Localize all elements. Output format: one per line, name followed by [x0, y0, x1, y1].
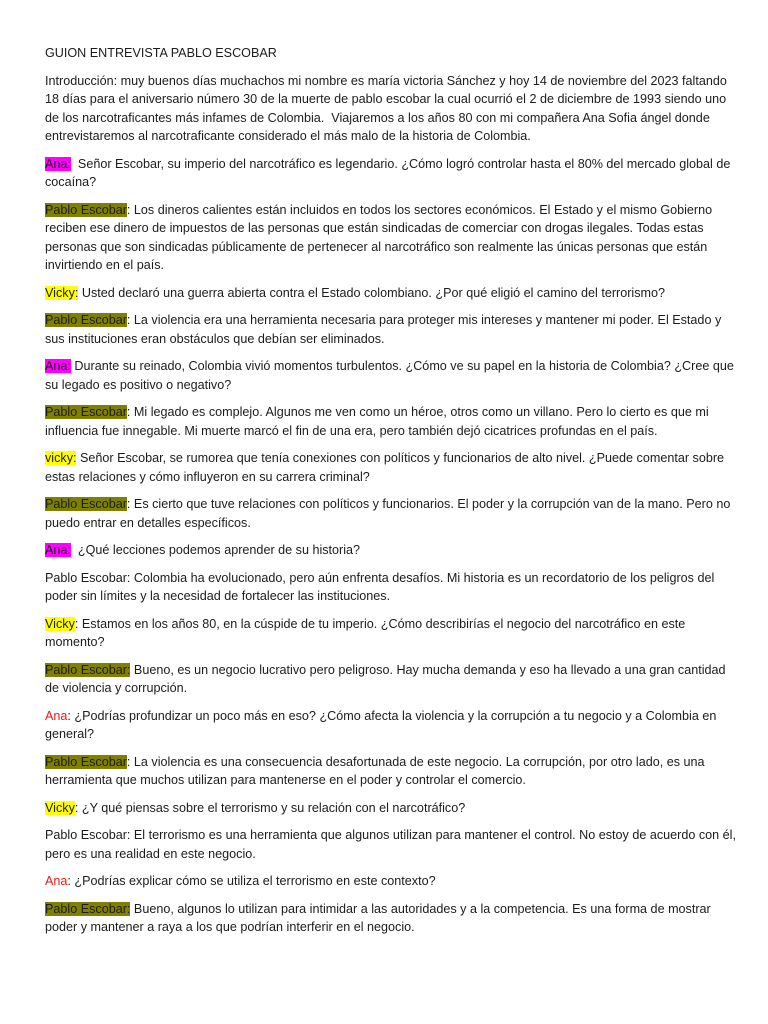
- interview-paragraph: [45, 799, 738, 818]
- speaker-label: Ana: [45, 708, 68, 723]
- speaker-label: Pablo Escobar:: [45, 901, 131, 916]
- interview-paragraph: [45, 155, 738, 192]
- speaker-label: Pablo Escobar: [45, 405, 127, 419]
- paragraph-text: Introducción: muy buenos días muchachos mi nombre es maría victoria Sánchez y hoy 14 de noviembre del 2023 faltando 18 días para el aniversario número 30 de la muerte de pablo escobar la cual ocurrió el 2 de diciembre de 1993 siendo uno de los narcotraficantes más infames de Colombia. Viajaremos a los años 80 con mi compañera Ana Sofia ángel donde entrevistaremos al narcotraficante considerado el más malo de la historia de Colombia.: [45, 73, 731, 143]
- interview-paragraph: [45, 707, 738, 744]
- speaker-label: Pablo Escobar: [45, 313, 127, 327]
- paragraph-text: : La violencia era una herramienta necesaria para proteger mis intereses y mantener mi poder. El Estado y sus instituciones eran obstáculos que debían ser eliminados.: [45, 313, 725, 346]
- speaker-label: Pablo Escobar: [45, 202, 127, 217]
- interview-body: [45, 72, 738, 937]
- interview-paragraph: [45, 284, 738, 303]
- interview-paragraph: [45, 569, 738, 606]
- interview-paragraph: [45, 357, 738, 394]
- interview-paragraph: [45, 826, 738, 863]
- interview-paragraph: [45, 311, 738, 348]
- speaker-label: Ana:: [45, 359, 71, 373]
- speaker-label: Pablo Escobar: [45, 754, 127, 769]
- interview-paragraph: [45, 541, 738, 560]
- paragraph-text: Pablo Escobar: Colombia ha evolucionado, pero aún enfrenta desafíos. Mi historia es un recordatorio de los peligros del poder sin límites y la necesidad de fortalecer las instituciones.: [45, 570, 718, 603]
- paragraph-text: : ¿Y qué piensas sobre el terrorismo y su relación con el narcotráfico?: [74, 800, 466, 815]
- paragraph-text: : ¿Podrías profundizar un poco más en eso? ¿Cómo afecta la violencia y la corrupción a tu negocio y a Colombia en general?: [45, 708, 720, 741]
- speaker-label: Vicky: [45, 800, 75, 815]
- document-title: GUION ENTREVISTA PABLO ESCOBAR: [45, 46, 277, 60]
- paragraph-text: : Mi legado es complejo. Algunos me ven como un héroe, otros como un villano. Pero lo cierto es que mi influencia fue innegable. Mi muerte marcó el fin de una era, pero también dejó cicatrices profundas en el país.: [45, 405, 713, 438]
- interview-paragraph: [45, 201, 738, 275]
- paragraph-text: : Es cierto que tuve relaciones con políticos y funcionarios. El poder y la corrupción van de la mano. Pero no puedo entrar en detalles específicos.: [45, 497, 734, 530]
- interview-paragraph: [45, 900, 738, 937]
- speaker-label: Ana: [45, 874, 68, 888]
- speaker-label: Pablo Escobar: [45, 497, 127, 511]
- interview-paragraph: [45, 449, 738, 486]
- speaker-label: Vicky:: [45, 285, 79, 300]
- interview-paragraph: [45, 403, 738, 440]
- paragraph-text: : ¿Podrías explicar cómo se utiliza el terrorismo en este contexto?: [67, 874, 436, 888]
- interview-paragraph: [45, 495, 738, 532]
- speaker-label: vicky:: [45, 451, 77, 465]
- paragraph-text: : La violencia es una consecuencia desafortunada de este negocio. La corrupción, por otro lado, es una herramienta que muchos utilizan para mantenerse en el poder y controlar el comercio.: [45, 754, 709, 787]
- paragraph-text: Bueno, es un negocio lucrativo pero peligroso. Hay mucha demanda y eso ha llevado a una gran cantidad de violencia y corrupción.: [45, 662, 730, 695]
- speaker-label: Ana:: [45, 156, 71, 171]
- paragraph-text: Bueno, algunos lo utilizan para intimidar a las autoridades y a la competencia. Es una forma de mostrar poder y mantener a raya a los que podrían interferir en el negocio.: [45, 901, 715, 934]
- interview-paragraph: [45, 753, 738, 790]
- interview-paragraph: [45, 661, 738, 698]
- paragraph-text: : Estamos en los años 80, en la cúspide de tu imperio. ¿Cómo describirías el negocio del narcotráfico en este momento?: [45, 616, 689, 649]
- paragraph-text: Señor Escobar, su imperio del narcotráfico es legendario. ¿Cómo logró controlar hasta el 80% del mercado global de cocaína?: [45, 156, 734, 189]
- speaker-label: Pablo Escobar:: [45, 662, 131, 677]
- paragraph-text: Pablo Escobar: El terrorismo es una herramienta que algunos utilizan para mantener el control. No estoy de acuerdo con él, pero es una realidad en este negocio.: [45, 828, 740, 861]
- interview-paragraph: [45, 872, 738, 891]
- speaker-label: Vicky: [45, 616, 75, 631]
- paragraph-text: : Los dineros calientes están incluidos en todos los sectores económicos. El Estado y el mismo Gobierno reciben ese dinero de impuestos de las personas que están sindicadas de comerciar con drogas ilegales. Todas estas personas que son sindicadas públicamente de pertenecer al narcotráfico son realmente las únicas personas que están invirtiendo en el país.: [45, 202, 716, 272]
- paragraph-text: Señor Escobar, se rumorea que tenía conexiones con políticos y funcionarios de alto nivel. ¿Puede comentar sobre estas relaciones y cómo influyeron en su carrera criminal?: [45, 451, 728, 484]
- interview-paragraph: [45, 72, 738, 146]
- speaker-label: Ana:: [45, 543, 71, 557]
- paragraph-text: Durante su reinado, Colombia vivió momentos turbulentos. ¿Cómo ve su papel en la historia de Colombia? ¿Cree que su legado es positivo o negativo?: [45, 359, 738, 392]
- interview-paragraph: [45, 615, 738, 652]
- paragraph-text: Usted declaró una guerra abierta contra el Estado colombiano. ¿Por qué eligió el camino del terrorismo?: [78, 285, 665, 300]
- paragraph-text: ¿Qué lecciones podemos aprender de su historia?: [70, 543, 361, 557]
